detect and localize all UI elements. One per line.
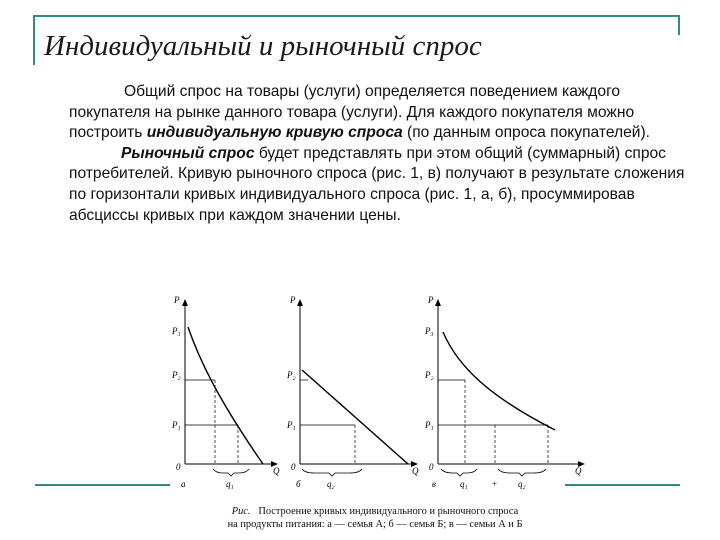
body-text	[69, 82, 689, 226]
panel-a-letter: а	[181, 479, 186, 489]
panel-a-q-value: q₁	[226, 479, 234, 489]
panel-b-q-label: Q	[412, 466, 419, 476]
panel-b	[286, 295, 419, 489]
panel-c-q-label: Q	[575, 466, 582, 476]
panel-b-p-label: P	[290, 295, 296, 305]
panel-c-tick-top: P₃	[425, 326, 434, 336]
p2-emphasis: Рыночный спрос	[121, 144, 255, 162]
panel-c-q1-value: q₁	[460, 479, 468, 489]
panel-c-tick-mid: P₂	[425, 370, 434, 380]
panel-c-brace-2	[498, 469, 546, 476]
panel-b-tick-low: P₁	[287, 420, 296, 430]
p1-emphasis: индивидуальную кривую спроса	[146, 124, 403, 142]
paragraph-market-demand	[69, 144, 689, 226]
p1-text-a: Общий спрос на товары (услуги) определяется поведением каждого покупателя на рынке данного товара (услуги). Для каждого покупателя можно построить	[69, 83, 635, 142]
demand-curves-figure	[160, 292, 600, 492]
panel-c-origin: 0	[429, 462, 434, 472]
panel-c-plus: +	[492, 479, 498, 489]
slide-title: Индивидуальный и рыночный спрос	[44, 30, 482, 62]
frame-top-line	[33, 15, 678, 17]
panel-b-tick-mid: P₂	[287, 370, 296, 380]
panel-c-market-curve	[443, 332, 555, 430]
paragraph-individual-demand	[69, 82, 689, 144]
panel-a-tick-top: P₁	[172, 326, 181, 336]
panel-a-demand-curve	[188, 327, 263, 464]
panel-a-q-label: Q	[273, 466, 280, 476]
panel-c-p-label: P	[428, 295, 434, 305]
panel-c-brace-1	[441, 469, 477, 476]
panel-a-tick-mid: P₂	[172, 370, 181, 380]
caption-line-2: на продукты питания: а — семья А; б — семья Б; в — семьи А и Б	[227, 519, 523, 530]
panel-c-q2-value: q₂	[518, 479, 526, 489]
caption-prefix: Рис.	[231, 506, 251, 517]
panel-b-origin: 0	[291, 462, 296, 472]
panel-c-tick-low: P₁	[425, 420, 434, 430]
panel-b-brace	[302, 469, 362, 476]
frame-right-line	[678, 15, 680, 35]
p2-text: будет представлять при этом общий (суммарный) спрос потребителей. Кривую рыночного спроса (рис. 1, в) получают в результате сложения по горизонтали кривых индивидуального спроса (рис. 1, а, б), просуммировав абсциссы кривых при каждом значении цены.	[69, 144, 685, 224]
panel-c	[424, 295, 582, 489]
panel-a	[171, 295, 280, 489]
panel-b-letter: б	[296, 479, 301, 489]
frame-bottom-left-line	[35, 484, 170, 486]
panel-a-origin: 0	[176, 462, 181, 472]
caption-line-1: Построение кривых индивидуального и рыночного спроса	[258, 506, 519, 517]
panel-b-q-value: q₂	[327, 479, 335, 489]
p1-text-b: (по данным опроса покупателей).	[402, 124, 650, 142]
figure-caption	[165, 505, 585, 531]
panel-c-letter: в	[432, 479, 436, 489]
panel-a-tick-low: P₁	[172, 420, 181, 430]
panel-a-p-label: P	[174, 295, 180, 305]
panel-a-brace	[213, 469, 249, 476]
panel-b-demand-curve	[302, 370, 408, 464]
frame-left-line	[33, 15, 35, 65]
